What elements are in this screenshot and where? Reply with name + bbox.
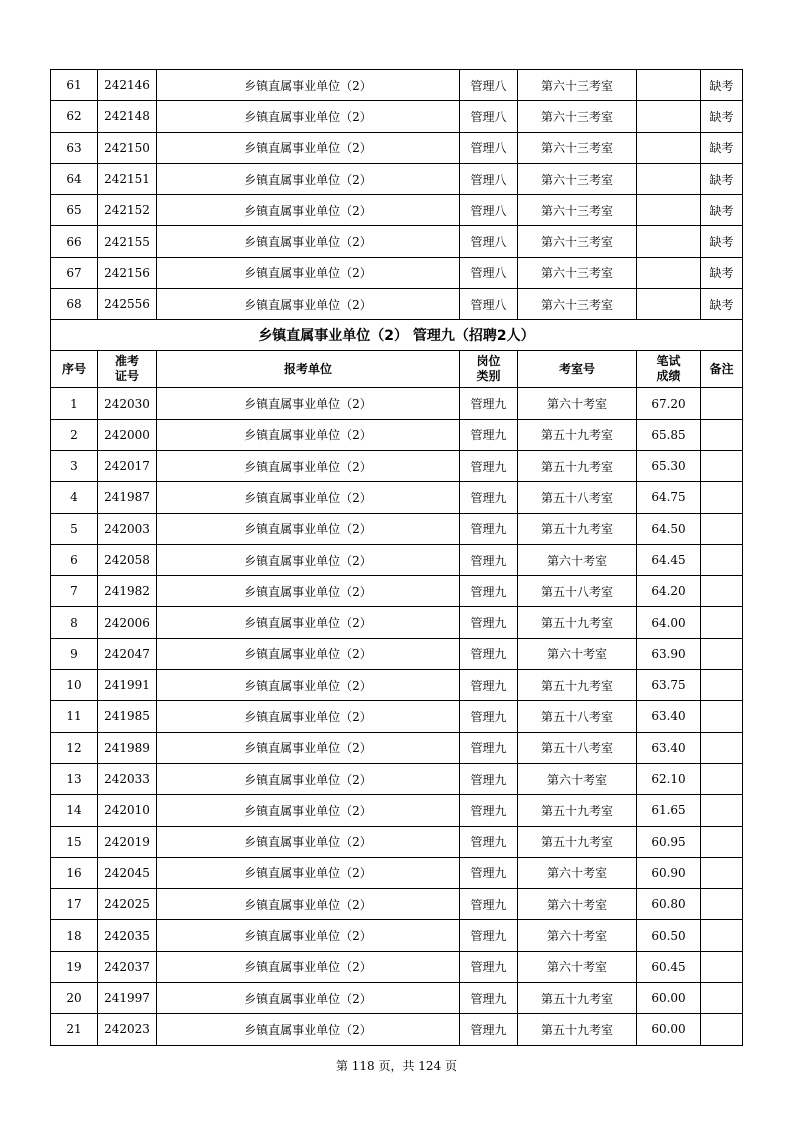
cell-exam-id: 242045 bbox=[98, 857, 157, 888]
cell-exam-id: 242025 bbox=[98, 889, 157, 920]
cell-seq: 20 bbox=[51, 983, 98, 1014]
cell-room: 第五十八考室 bbox=[518, 482, 637, 513]
cell-exam-id: 242146 bbox=[98, 70, 157, 101]
cell-score bbox=[637, 226, 701, 257]
cell-seq: 63 bbox=[51, 132, 98, 163]
table-row bbox=[51, 513, 743, 544]
cell-room: 第六十三考室 bbox=[518, 195, 637, 226]
cell-room: 第六十三考室 bbox=[518, 101, 637, 132]
cell-seq: 2 bbox=[51, 419, 98, 450]
header-post-type bbox=[460, 351, 518, 388]
cell-exam-id: 242047 bbox=[98, 638, 157, 669]
cell-room: 第六十三考室 bbox=[518, 289, 637, 320]
cell-exam-id: 242000 bbox=[98, 419, 157, 450]
table-row bbox=[51, 544, 743, 575]
table-body-management-nine bbox=[51, 388, 743, 1045]
cell-room: 第六十考室 bbox=[518, 951, 637, 982]
cell-note: 缺考 bbox=[701, 70, 743, 101]
cell-score: 60.00 bbox=[637, 1014, 701, 1045]
cell-exam-id: 242017 bbox=[98, 450, 157, 481]
cell-unit: 乡镇直属事业单位（2） bbox=[157, 826, 460, 857]
cell-seq: 21 bbox=[51, 1014, 98, 1045]
cell-score: 63.40 bbox=[637, 701, 701, 732]
cell-exam-id: 242010 bbox=[98, 795, 157, 826]
cell-note bbox=[701, 576, 743, 607]
cell-unit: 乡镇直属事业单位（2） bbox=[157, 132, 460, 163]
cell-exam-id: 241991 bbox=[98, 670, 157, 701]
cell-seq: 13 bbox=[51, 763, 98, 794]
cell-room: 第六十考室 bbox=[518, 889, 637, 920]
cell-room: 第六十三考室 bbox=[518, 70, 637, 101]
header-post-line2: 类别 bbox=[476, 369, 501, 384]
cell-note bbox=[701, 889, 743, 920]
cell-post: 管理九 bbox=[460, 732, 518, 763]
header-post-line1: 岗位 bbox=[476, 354, 501, 369]
cell-seq: 11 bbox=[51, 701, 98, 732]
cell-exam-id: 242030 bbox=[98, 388, 157, 419]
cell-seq: 15 bbox=[51, 826, 98, 857]
table-row bbox=[51, 226, 743, 257]
cell-unit: 乡镇直属事业单位（2） bbox=[157, 920, 460, 951]
cell-post: 管理九 bbox=[460, 857, 518, 888]
cell-note bbox=[701, 1014, 743, 1045]
cell-note: 缺考 bbox=[701, 226, 743, 257]
cell-post: 管理九 bbox=[460, 670, 518, 701]
cell-note bbox=[701, 983, 743, 1014]
cell-post: 管理九 bbox=[460, 983, 518, 1014]
table-row bbox=[51, 1014, 743, 1045]
cell-unit: 乡镇直属事业单位（2） bbox=[157, 163, 460, 194]
cell-unit: 乡镇直属事业单位（2） bbox=[157, 576, 460, 607]
cell-exam-id: 242148 bbox=[98, 101, 157, 132]
cell-unit: 乡镇直属事业单位（2） bbox=[157, 482, 460, 513]
cell-seq: 18 bbox=[51, 920, 98, 951]
cell-note bbox=[701, 670, 743, 701]
table-row bbox=[51, 638, 743, 669]
cell-post: 管理九 bbox=[460, 826, 518, 857]
cell-exam-id: 241987 bbox=[98, 482, 157, 513]
cell-note bbox=[701, 857, 743, 888]
cell-seq: 14 bbox=[51, 795, 98, 826]
cell-room: 第五十八考室 bbox=[518, 732, 637, 763]
cell-unit: 乡镇直属事业单位（2） bbox=[157, 732, 460, 763]
cell-unit: 乡镇直属事业单位（2） bbox=[157, 257, 460, 288]
cell-post: 管理九 bbox=[460, 607, 518, 638]
column-header-row bbox=[51, 351, 743, 388]
cell-note bbox=[701, 638, 743, 669]
cell-note bbox=[701, 544, 743, 575]
cell-unit: 乡镇直属事业单位（2） bbox=[157, 889, 460, 920]
cell-unit: 乡镇直属事业单位（2） bbox=[157, 388, 460, 419]
cell-room: 第六十三考室 bbox=[518, 257, 637, 288]
cell-exam-id: 242023 bbox=[98, 1014, 157, 1045]
header-seq: 序号 bbox=[51, 351, 98, 388]
cell-post: 管理九 bbox=[460, 763, 518, 794]
cell-note bbox=[701, 388, 743, 419]
cell-score: 60.90 bbox=[637, 857, 701, 888]
cell-note bbox=[701, 732, 743, 763]
header-room: 考室号 bbox=[518, 351, 637, 388]
cell-exam-id: 242037 bbox=[98, 951, 157, 982]
cell-exam-id: 242156 bbox=[98, 257, 157, 288]
cell-post: 管理九 bbox=[460, 920, 518, 951]
cell-seq: 67 bbox=[51, 257, 98, 288]
cell-post: 管理八 bbox=[460, 70, 518, 101]
header-note: 备注 bbox=[701, 351, 743, 388]
header-score-line1: 笔试 bbox=[656, 354, 681, 369]
cell-unit: 乡镇直属事业单位（2） bbox=[157, 795, 460, 826]
page-footer: 第 118 页，共 124 页 bbox=[335, 1059, 458, 1073]
cell-score: 63.75 bbox=[637, 670, 701, 701]
cell-seq: 4 bbox=[51, 482, 98, 513]
cell-room: 第六十考室 bbox=[518, 388, 637, 419]
cell-score: 64.50 bbox=[637, 513, 701, 544]
cell-unit: 乡镇直属事业单位（2） bbox=[157, 1014, 460, 1045]
cell-exam-id: 242151 bbox=[98, 163, 157, 194]
cell-note: 缺考 bbox=[701, 163, 743, 194]
cell-seq: 5 bbox=[51, 513, 98, 544]
cell-room: 第六十考室 bbox=[518, 544, 637, 575]
cell-note: 缺考 bbox=[701, 101, 743, 132]
cell-exam-id: 241982 bbox=[98, 576, 157, 607]
cell-post: 管理九 bbox=[460, 795, 518, 826]
cell-room: 第五十九考室 bbox=[518, 1014, 637, 1045]
table-row bbox=[51, 826, 743, 857]
cell-room: 第五十八考室 bbox=[518, 576, 637, 607]
cell-post: 管理八 bbox=[460, 226, 518, 257]
cell-post: 管理八 bbox=[460, 132, 518, 163]
cell-post: 管理九 bbox=[460, 513, 518, 544]
cell-room: 第五十九考室 bbox=[518, 983, 637, 1014]
cell-unit: 乡镇直属事业单位（2） bbox=[157, 544, 460, 575]
cell-exam-id: 242003 bbox=[98, 513, 157, 544]
cell-score: 62.10 bbox=[637, 763, 701, 794]
cell-room: 第五十八考室 bbox=[518, 701, 637, 732]
cell-score: 64.75 bbox=[637, 482, 701, 513]
cell-seq: 12 bbox=[51, 732, 98, 763]
table-row bbox=[51, 257, 743, 288]
cell-score bbox=[637, 195, 701, 226]
cell-note bbox=[701, 419, 743, 450]
table-row bbox=[51, 70, 743, 101]
cell-exam-id: 242058 bbox=[98, 544, 157, 575]
cell-score: 64.45 bbox=[637, 544, 701, 575]
cell-exam-id: 242155 bbox=[98, 226, 157, 257]
cell-room: 第五十九考室 bbox=[518, 795, 637, 826]
table-row bbox=[51, 763, 743, 794]
cell-unit: 乡镇直属事业单位（2） bbox=[157, 670, 460, 701]
results-table bbox=[50, 69, 743, 1046]
cell-unit: 乡镇直属事业单位（2） bbox=[157, 419, 460, 450]
table-row bbox=[51, 419, 743, 450]
cell-exam-id: 241985 bbox=[98, 701, 157, 732]
table-row bbox=[51, 920, 743, 951]
header-score bbox=[637, 351, 701, 388]
cell-unit: 乡镇直属事业单位（2） bbox=[157, 857, 460, 888]
cell-post: 管理八 bbox=[460, 163, 518, 194]
cell-post: 管理九 bbox=[460, 450, 518, 481]
cell-note bbox=[701, 951, 743, 982]
cell-unit: 乡镇直属事业单位（2） bbox=[157, 195, 460, 226]
cell-seq: 61 bbox=[51, 70, 98, 101]
cell-score bbox=[637, 257, 701, 288]
cell-room: 第六十考室 bbox=[518, 857, 637, 888]
cell-unit: 乡镇直属事业单位（2） bbox=[157, 607, 460, 638]
cell-seq: 68 bbox=[51, 289, 98, 320]
cell-seq: 6 bbox=[51, 544, 98, 575]
cell-score bbox=[637, 70, 701, 101]
section-header-group bbox=[51, 320, 743, 388]
cell-note: 缺考 bbox=[701, 132, 743, 163]
cell-score: 64.20 bbox=[637, 576, 701, 607]
cell-unit: 乡镇直属事业单位（2） bbox=[157, 450, 460, 481]
cell-note bbox=[701, 607, 743, 638]
cell-unit: 乡镇直属事业单位（2） bbox=[157, 638, 460, 669]
cell-score: 60.80 bbox=[637, 889, 701, 920]
cell-seq: 65 bbox=[51, 195, 98, 226]
cell-seq: 17 bbox=[51, 889, 98, 920]
table-body-previous-post bbox=[51, 70, 743, 320]
cell-score: 60.00 bbox=[637, 983, 701, 1014]
cell-room: 第六十三考室 bbox=[518, 226, 637, 257]
cell-room: 第六十考室 bbox=[518, 638, 637, 669]
table-row bbox=[51, 701, 743, 732]
cell-post: 管理九 bbox=[460, 701, 518, 732]
cell-room: 第六十考室 bbox=[518, 920, 637, 951]
table-row bbox=[51, 607, 743, 638]
cell-note: 缺考 bbox=[701, 289, 743, 320]
table-row bbox=[51, 857, 743, 888]
cell-unit: 乡镇直属事业单位（2） bbox=[157, 701, 460, 732]
cell-exam-id: 241997 bbox=[98, 983, 157, 1014]
cell-score: 60.50 bbox=[637, 920, 701, 951]
cell-score: 61.65 bbox=[637, 795, 701, 826]
cell-seq: 3 bbox=[51, 450, 98, 481]
cell-room: 第六十考室 bbox=[518, 763, 637, 794]
cell-unit: 乡镇直属事业单位（2） bbox=[157, 70, 460, 101]
table-row bbox=[51, 388, 743, 419]
cell-room: 第六十三考室 bbox=[518, 132, 637, 163]
table-row bbox=[51, 795, 743, 826]
header-exam-id-line2: 证号 bbox=[114, 369, 139, 384]
cell-unit: 乡镇直属事业单位（2） bbox=[157, 101, 460, 132]
table-row bbox=[51, 482, 743, 513]
cell-unit: 乡镇直属事业单位（2） bbox=[157, 983, 460, 1014]
cell-seq: 9 bbox=[51, 638, 98, 669]
cell-room: 第六十三考室 bbox=[518, 163, 637, 194]
cell-post: 管理九 bbox=[460, 638, 518, 669]
cell-score: 64.00 bbox=[637, 607, 701, 638]
cell-post: 管理九 bbox=[460, 1014, 518, 1045]
cell-room: 第五十九考室 bbox=[518, 826, 637, 857]
cell-post: 管理八 bbox=[460, 195, 518, 226]
cell-seq: 62 bbox=[51, 101, 98, 132]
table-row bbox=[51, 983, 743, 1014]
cell-exam-id: 241989 bbox=[98, 732, 157, 763]
table-row bbox=[51, 195, 743, 226]
section-title: 乡镇直属事业单位（2） 管理九（招聘2人） bbox=[51, 320, 743, 351]
table-row bbox=[51, 163, 743, 194]
cell-score bbox=[637, 132, 701, 163]
cell-exam-id: 242035 bbox=[98, 920, 157, 951]
cell-unit: 乡镇直属事业单位（2） bbox=[157, 763, 460, 794]
cell-room: 第五十九考室 bbox=[518, 670, 637, 701]
cell-note: 缺考 bbox=[701, 195, 743, 226]
cell-note bbox=[701, 763, 743, 794]
cell-note bbox=[701, 795, 743, 826]
cell-exam-id: 242150 bbox=[98, 132, 157, 163]
cell-post: 管理八 bbox=[460, 257, 518, 288]
cell-exam-id: 242019 bbox=[98, 826, 157, 857]
cell-unit: 乡镇直属事业单位（2） bbox=[157, 513, 460, 544]
cell-note bbox=[701, 450, 743, 481]
cell-exam-id: 242556 bbox=[98, 289, 157, 320]
table-row bbox=[51, 289, 743, 320]
cell-post: 管理九 bbox=[460, 889, 518, 920]
cell-score bbox=[637, 101, 701, 132]
cell-seq: 64 bbox=[51, 163, 98, 194]
header-unit: 报考单位 bbox=[157, 351, 460, 388]
cell-seq: 8 bbox=[51, 607, 98, 638]
cell-exam-id: 242006 bbox=[98, 607, 157, 638]
cell-post: 管理九 bbox=[460, 951, 518, 982]
cell-seq: 7 bbox=[51, 576, 98, 607]
cell-note bbox=[701, 482, 743, 513]
cell-seq: 10 bbox=[51, 670, 98, 701]
table-row bbox=[51, 450, 743, 481]
header-exam-id bbox=[98, 351, 157, 388]
cell-seq: 1 bbox=[51, 388, 98, 419]
cell-post: 管理九 bbox=[460, 388, 518, 419]
section-title-row bbox=[51, 320, 743, 351]
cell-note bbox=[701, 701, 743, 732]
cell-note bbox=[701, 920, 743, 951]
table-row bbox=[51, 951, 743, 982]
cell-exam-id: 242152 bbox=[98, 195, 157, 226]
cell-note bbox=[701, 826, 743, 857]
table-row bbox=[51, 101, 743, 132]
cell-score bbox=[637, 289, 701, 320]
table-row bbox=[51, 132, 743, 163]
table-row bbox=[51, 576, 743, 607]
cell-note: 缺考 bbox=[701, 257, 743, 288]
cell-room: 第五十九考室 bbox=[518, 607, 637, 638]
cell-seq: 16 bbox=[51, 857, 98, 888]
cell-post: 管理九 bbox=[460, 419, 518, 450]
cell-unit: 乡镇直属事业单位（2） bbox=[157, 289, 460, 320]
cell-post: 管理九 bbox=[460, 544, 518, 575]
cell-post: 管理九 bbox=[460, 482, 518, 513]
cell-score: 67.20 bbox=[637, 388, 701, 419]
cell-score: 63.40 bbox=[637, 732, 701, 763]
cell-score: 60.45 bbox=[637, 951, 701, 982]
cell-score: 60.95 bbox=[637, 826, 701, 857]
header-exam-id-line1: 准考 bbox=[114, 354, 139, 369]
cell-exam-id: 242033 bbox=[98, 763, 157, 794]
cell-unit: 乡镇直属事业单位（2） bbox=[157, 226, 460, 257]
cell-score: 65.85 bbox=[637, 419, 701, 450]
cell-score: 65.30 bbox=[637, 450, 701, 481]
cell-room: 第五十九考室 bbox=[518, 419, 637, 450]
cell-seq: 66 bbox=[51, 226, 98, 257]
cell-post: 管理八 bbox=[460, 289, 518, 320]
header-score-line2: 成绩 bbox=[656, 369, 681, 384]
cell-unit: 乡镇直属事业单位（2） bbox=[157, 951, 460, 982]
cell-post: 管理九 bbox=[460, 576, 518, 607]
cell-room: 第五十九考室 bbox=[518, 513, 637, 544]
cell-post: 管理八 bbox=[460, 101, 518, 132]
cell-score: 63.90 bbox=[637, 638, 701, 669]
cell-seq: 19 bbox=[51, 951, 98, 982]
cell-score bbox=[637, 163, 701, 194]
cell-note bbox=[701, 513, 743, 544]
cell-room: 第五十九考室 bbox=[518, 450, 637, 481]
table-row bbox=[51, 732, 743, 763]
table-row bbox=[51, 889, 743, 920]
table-row bbox=[51, 670, 743, 701]
